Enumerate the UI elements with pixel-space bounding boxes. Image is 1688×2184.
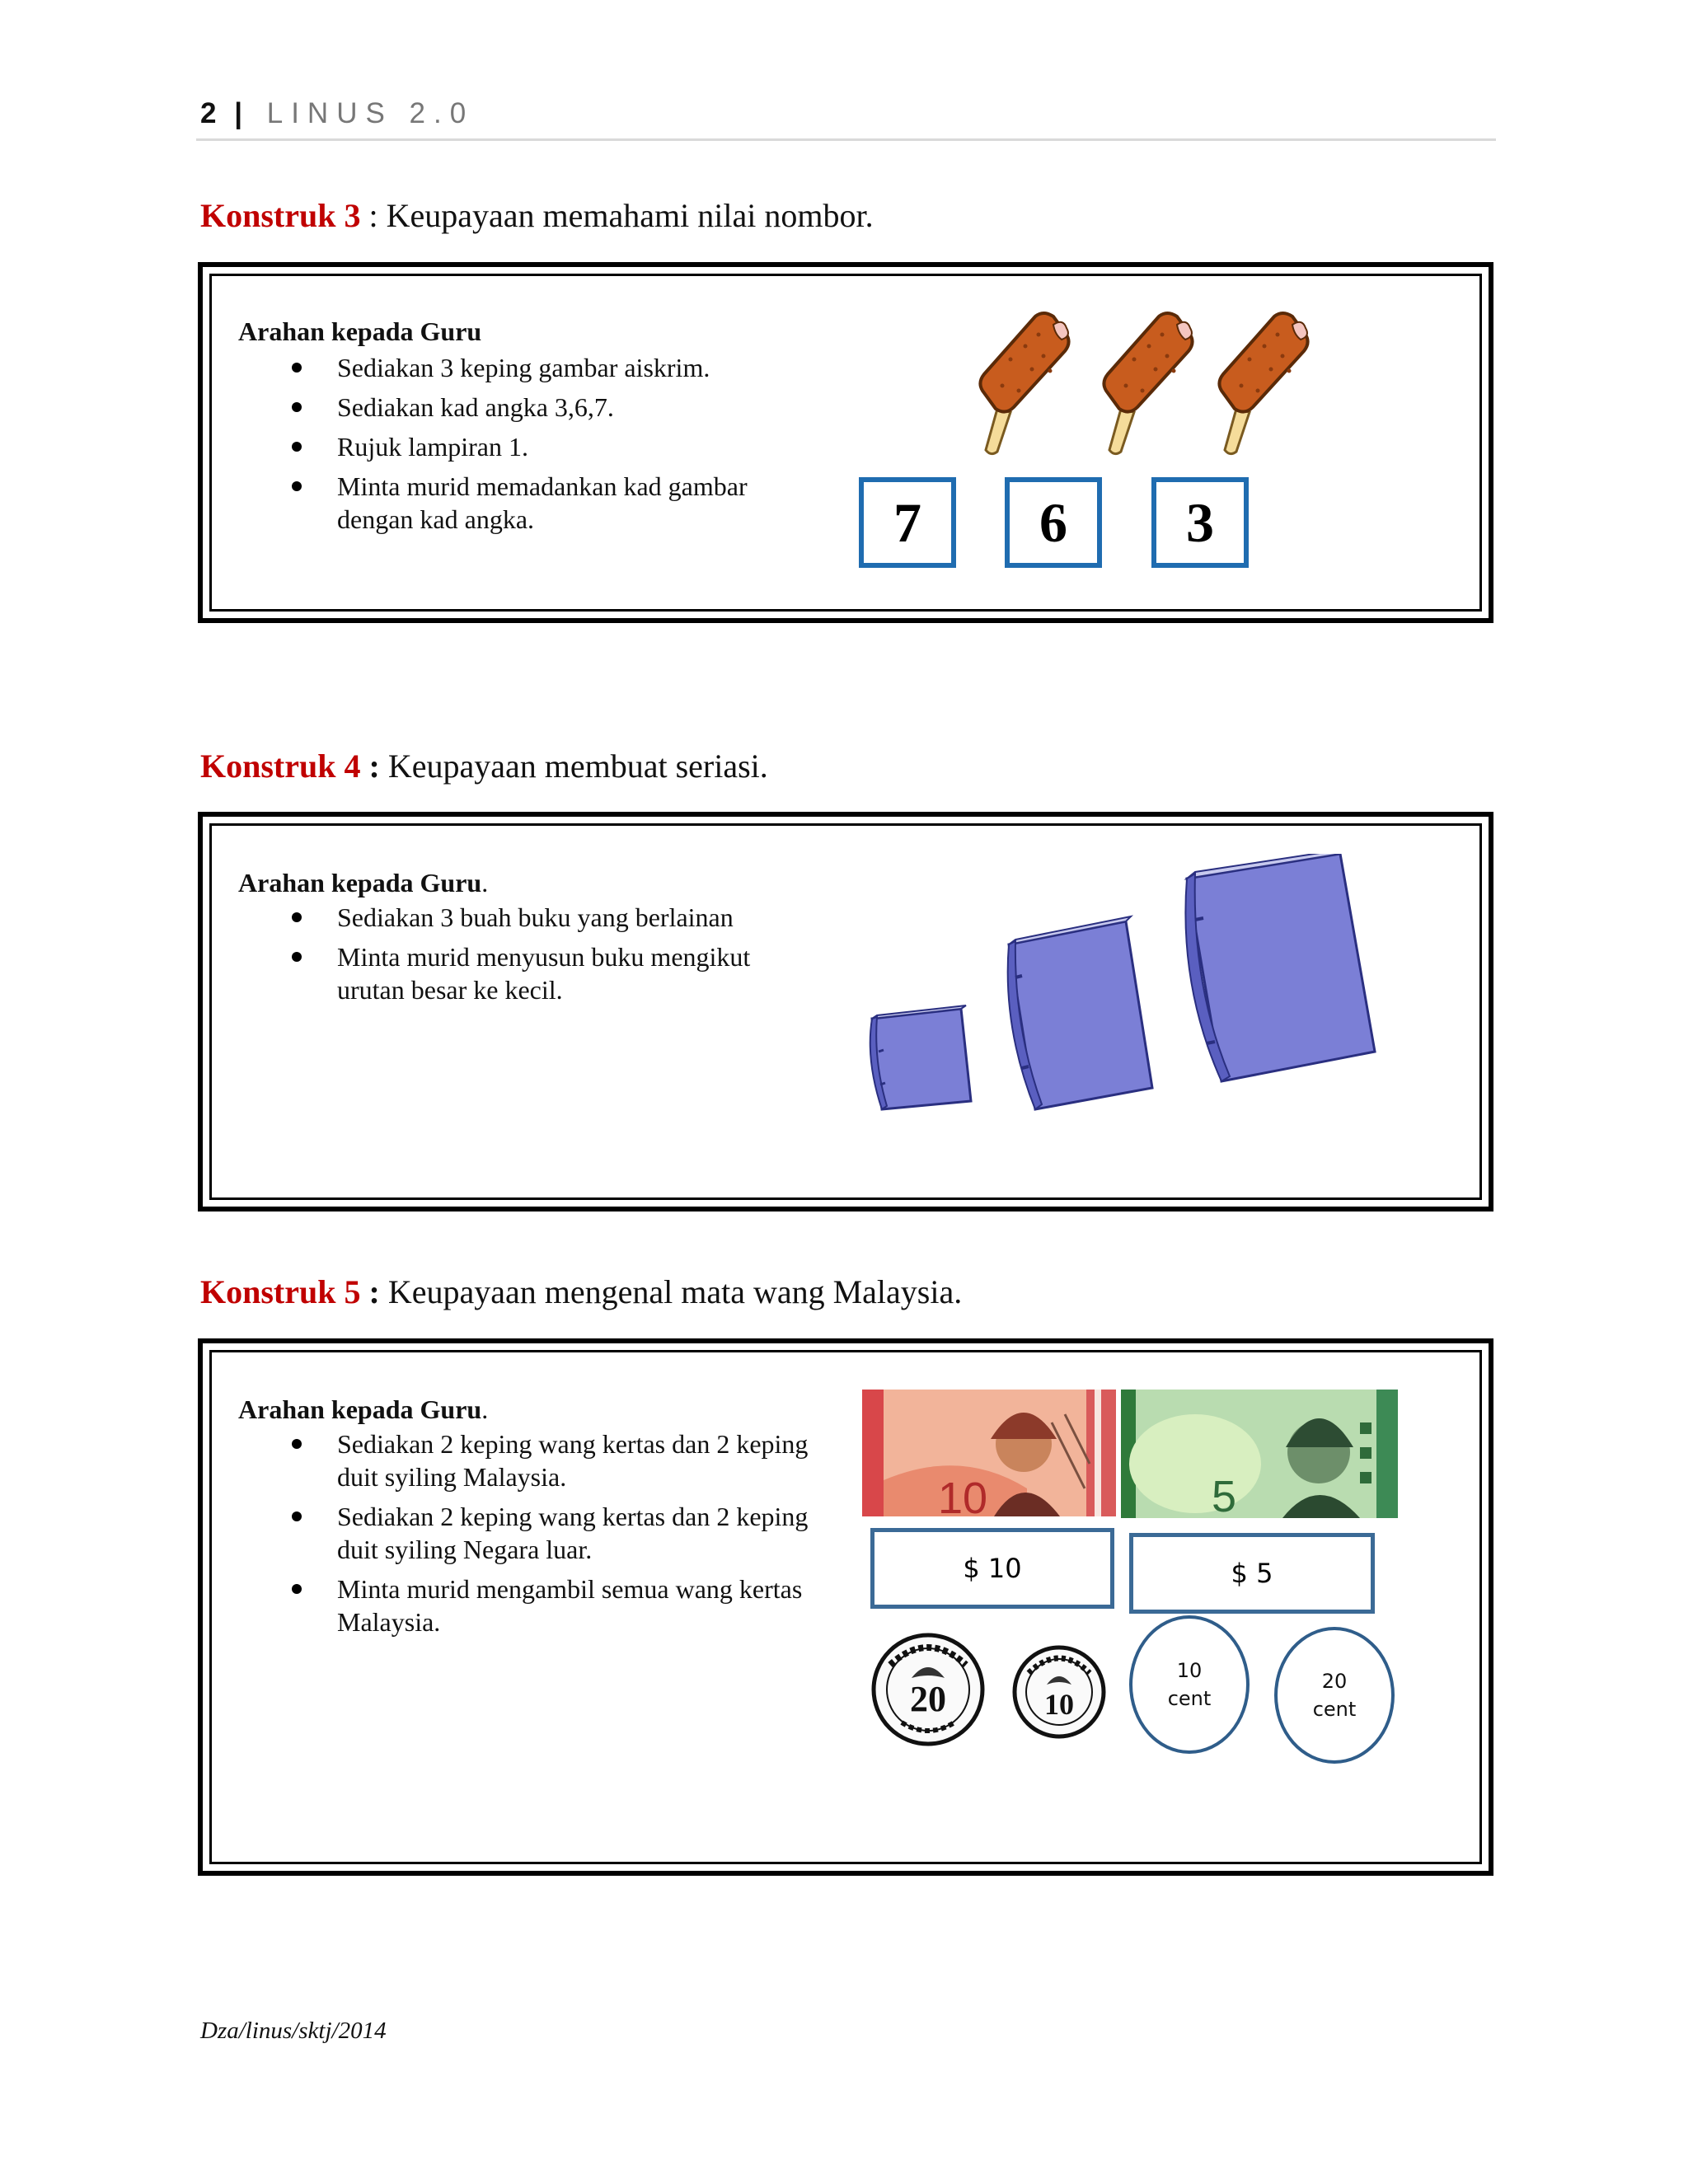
banknote-rm5-icon: [1121, 1390, 1398, 1518]
list-item: Sediakan 2 keping wang kertas dan 2 keping duit syiling Malaysia.: [337, 1427, 840, 1493]
money-label-box: $ 10: [870, 1528, 1114, 1609]
list-item: Sediakan 2 keping wang kertas dan 2 keping duit syiling Negara luar.: [337, 1500, 840, 1566]
konstruk-title: Keupayaan memahami nilai nombor.: [386, 197, 874, 234]
arahan-heading: Arahan kepada Guru: [238, 316, 482, 346]
book-large-icon: [1185, 854, 1375, 1081]
money-label-box: $ 5: [1129, 1533, 1375, 1614]
konstruk-5-heading: [200, 1272, 962, 1311]
coin-label-20-cent: 20 cent: [1274, 1627, 1395, 1764]
arahan-heading: Arahan kepada Guru.: [238, 868, 489, 898]
header-title: LINUS 2.0: [266, 97, 475, 129]
list-item: Sediakan 3 keping gambar aiskrim.: [337, 351, 799, 384]
ice-cream-icon: [1104, 313, 1192, 454]
konstruk-4-box: [198, 812, 1493, 1212]
list-item: Rujuk lampiran 1.: [337, 430, 799, 463]
list-item: Minta murid memadankan kad gambar dengan kad angka.: [337, 470, 799, 536]
konstruk-4-heading: [200, 747, 768, 785]
svg-text:10: 10: [938, 1474, 988, 1516]
konstruk-3-box: [198, 262, 1493, 623]
svg-text:5: 5: [1212, 1472, 1237, 1518]
instruction-list: [337, 901, 799, 1013]
list-item: Sediakan kad angka 3,6,7.: [337, 391, 799, 424]
header-divider: [196, 138, 1496, 141]
page-number: 2: [200, 97, 218, 129]
konstruk-3-heading: [200, 196, 874, 235]
number-card: 6: [1005, 477, 1102, 568]
number-card: 7: [859, 477, 956, 568]
konstruk-title: Keupayaan membuat seriasi.: [387, 748, 768, 785]
konstruk-label: Konstruk 5: [200, 1273, 361, 1310]
list-item: Minta murid mengambil semua wang kertas Malaysia.: [337, 1572, 840, 1638]
arahan-heading: Arahan kepada Guru.: [238, 1394, 489, 1424]
konstruk-colon: :: [360, 1273, 388, 1310]
konstruk-colon: :: [360, 197, 387, 234]
svg-text:20: 20: [910, 1679, 946, 1719]
konstruk-colon: :: [360, 748, 388, 785]
konstruk-label: Konstruk 4: [200, 748, 361, 785]
books-group: [862, 854, 1587, 1118]
coin-label-10-cent: 10 cent: [1129, 1615, 1250, 1754]
ice-cream-group: [978, 310, 1340, 458]
ice-cream-icon: [980, 313, 1068, 454]
svg-text:10: 10: [1044, 1688, 1074, 1721]
page-footer: Dza/linus/sktj/2014: [200, 2018, 387, 2044]
ice-cream-icon: [1219, 313, 1307, 454]
coin-10-sen-icon: [1010, 1643, 1108, 1741]
list-item: Sediakan 3 buah buku yang berlainan: [337, 901, 799, 934]
konstruk-label: Konstruk 3: [200, 197, 361, 234]
header-separator: |: [234, 97, 244, 129]
list-item: Minta murid menyusun buku mengikut urutan besar ke kecil.: [337, 940, 799, 1006]
coin-20-sen-icon: [860, 1632, 996, 1747]
book-medium-icon: [1008, 916, 1152, 1109]
banknote-rm10-icon: [862, 1390, 1116, 1516]
konstruk-title: Keupayaan mengenal mata wang Malaysia.: [387, 1273, 963, 1310]
page-header: [200, 97, 474, 130]
book-small-icon: [870, 1005, 971, 1109]
number-card: 3: [1151, 477, 1249, 568]
konstruk-5-box: [198, 1338, 1493, 1876]
instruction-list: [337, 351, 799, 542]
instruction-list: [337, 1427, 840, 1645]
